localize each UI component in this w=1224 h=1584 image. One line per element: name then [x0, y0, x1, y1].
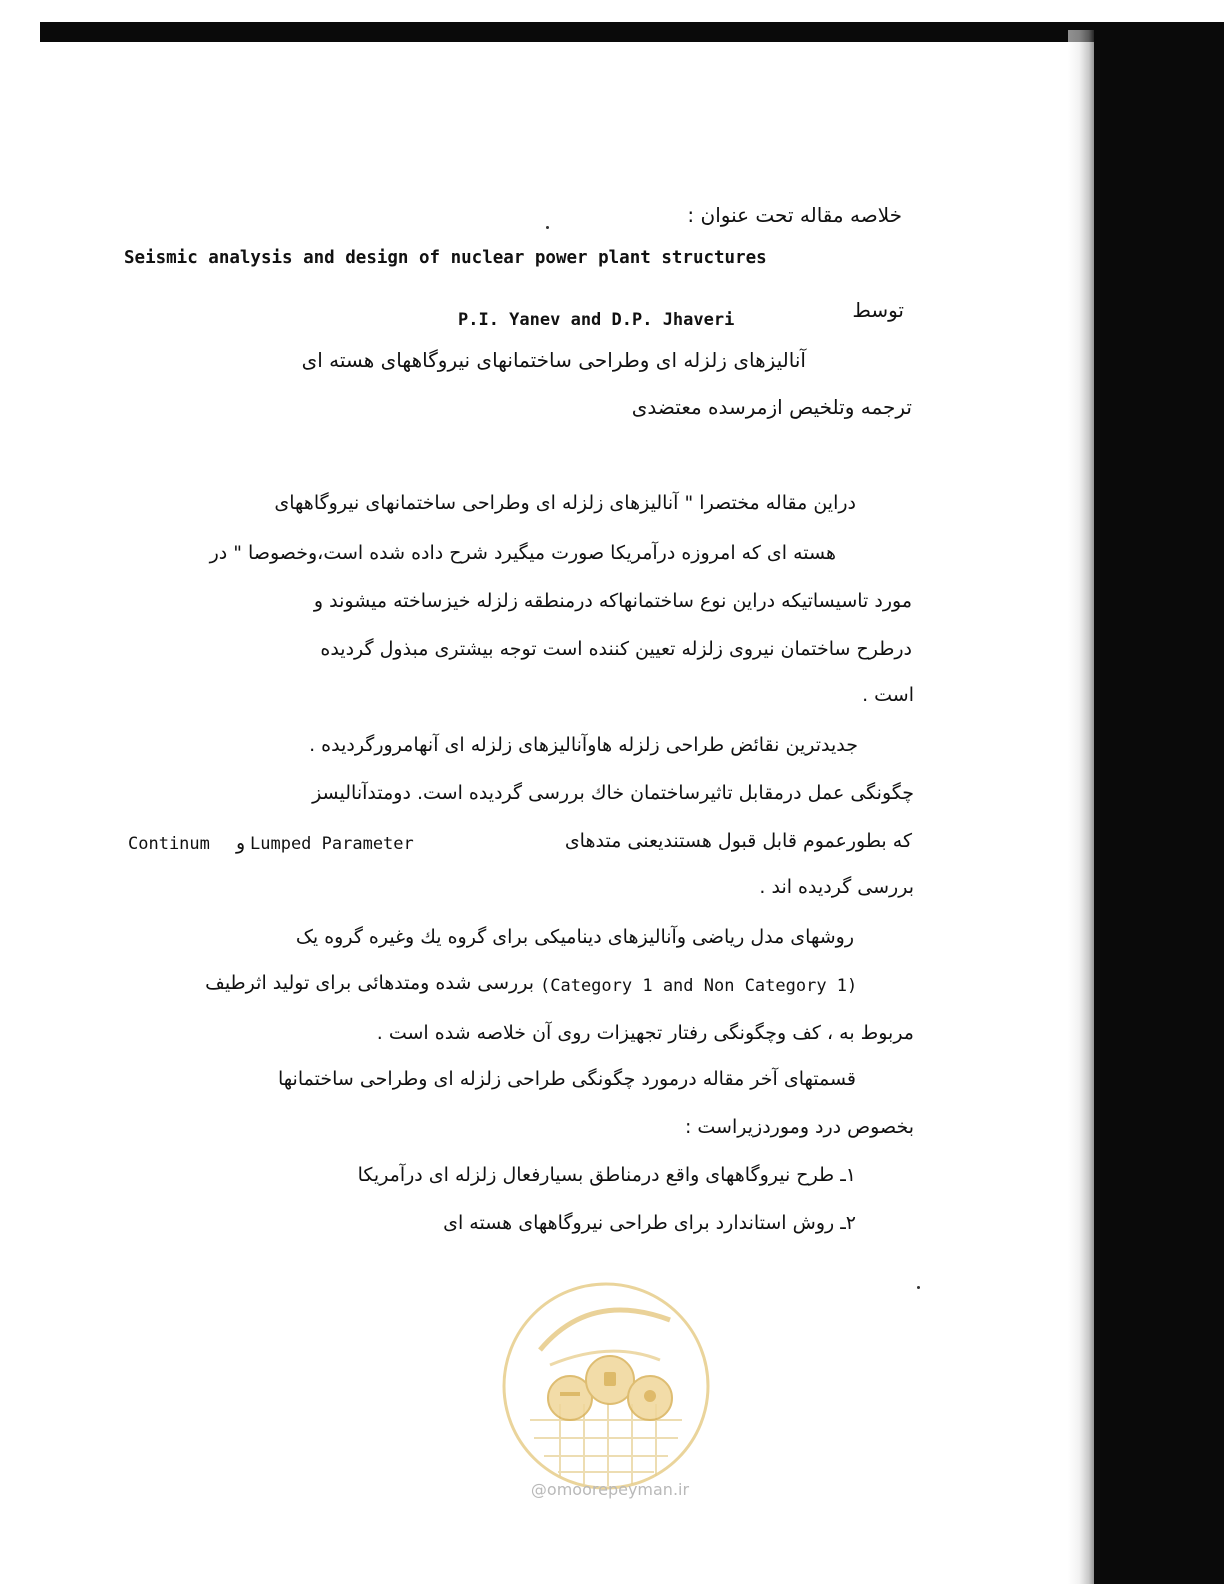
paragraph4-line1: قسمتهای آخر مقاله درمورد چگونگی طراحی زلزله ای وطراحی ساختمانها [278, 1068, 856, 1090]
paragraph3-category-en: (Category 1 and Non Category 1) [540, 976, 858, 996]
authors: P.I. Yanev and D.P. Jhaveri [458, 310, 735, 330]
by-label: توسط [852, 298, 904, 322]
paragraph2-line1: جدیدترین نقائض طراحی زلزله هاوآنالیزهای زلزله ای آنهامرورگردیده . [309, 734, 858, 756]
paragraph1-line5: است . [862, 684, 914, 706]
summary-label: خلاصه مقاله تحت عنوان : [687, 203, 902, 227]
paragraph3-line3: مربوط به ، کف وچگونگی رفتار تجهیزات روی آن خلاصه شده است . [376, 1022, 914, 1044]
scan-right-shadow [1068, 30, 1096, 1584]
paragraph4-line2: بخصوص درد وموردزیراست : [684, 1116, 914, 1138]
list-item-2: ۲ـ روش استاندارد برای طراحی نیروگاههای هسته ای [443, 1212, 856, 1234]
list-item-1: ۱ـ طرح نیروگاههای واقع درمناطق بسیارفعال زلزله ای درآمریکا [357, 1164, 856, 1186]
paragraph2-term-continum: Continum [128, 834, 210, 854]
paragraph1-line4: درطرح ساختمان نیروی زلزله تعیین کننده است توجه بیشتری مبذول گردیده [320, 638, 912, 660]
paragraph3-line1: روشهای مدل ریاضی وآنالیزهای دینامیکی برای گروه یك وغیره گروه یک [295, 926, 854, 948]
paragraph1-line2: هسته ای که امروزه درآمریکا صورت میگیرد شرح داده شده است،وخصوصا " در [209, 542, 836, 564]
paragraph2-and: و [236, 832, 246, 854]
paragraph2-line2: چگونگی عمل درمقابل تاثیرساختمان خاك بررسی گردیده است. دومتدآنالیسز [312, 782, 914, 804]
scan-right-border [1094, 22, 1224, 1584]
paragraph2-term-lumped: Lumped Parameter [250, 834, 414, 854]
english-title: Seismic analysis and design of nuclear power plant structures [124, 248, 767, 268]
persian-title: آنالیزهای زلزله ای وطراحی ساختمانهای نیروگاههای هسته ای [301, 348, 806, 372]
stray-mark [546, 226, 549, 229]
paragraph2-line3-fa: که بطورعموم قابل قبول هستندیعنی متدهای [564, 830, 912, 852]
stamp-seal-graphic [500, 1280, 712, 1492]
stray-mark [917, 1286, 920, 1289]
translator-line: ترجمه وتلخیص ازمرسده معتضدی [631, 395, 912, 419]
watermark-url: @omoorepeyman.ir [530, 1480, 690, 1499]
paragraph3-line2-fa: بررسی شده ومتدهائی برای تولید اثرطیف [205, 972, 534, 994]
watermark-stamp [500, 1280, 712, 1492]
paragraph1-line1: دراین مقاله مختصرا " آنالیزهای زلزله ای وطراحی ساختمانهای نیروگاههای [274, 492, 856, 514]
paragraph2-line4: بررسی گردیده اند . [759, 876, 914, 898]
paragraph1-line3: مورد تاسیساتیکه دراین نوع ساختمانهاکه درمنطقه زلزله خیزساخته میشوند و [313, 590, 912, 612]
scan-top-border [40, 22, 1224, 42]
